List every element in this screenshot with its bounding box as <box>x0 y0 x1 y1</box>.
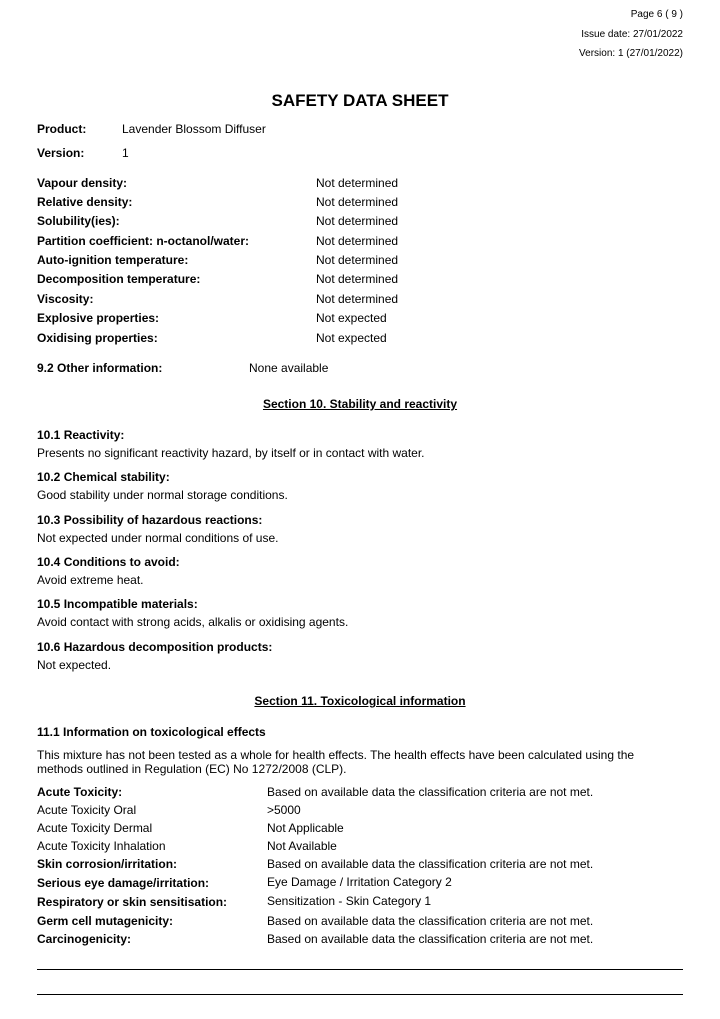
toxicity-value: >5000 <box>267 803 301 817</box>
toxicity-label: Skin corrosion/irritation: <box>37 857 178 871</box>
toxicity-label: Germ cell mutagenicity: <box>37 914 174 928</box>
property-label: Auto-ignition temperature: <box>37 253 189 267</box>
section-item-label: 10.4 Conditions to avoid: <box>37 555 180 569</box>
version-header: Version: 1 (27/01/2022) <box>579 48 683 59</box>
section-item-label: 10.6 Hazardous decomposition products: <box>37 640 273 654</box>
section-11-intro: This mixture has not been tested as a whole for health effects. The health effects have been calculated using the methods outlined in Regulation (EC) No 1272/2008 (CLP). <box>37 748 635 776</box>
toxicity-value: Sensitization - Skin Category 1 <box>267 894 432 908</box>
toxicity-label: Acute Toxicity Oral <box>37 803 137 817</box>
property-label: Viscosity: <box>37 292 94 306</box>
toxicity-value: Based on available data the classification criteria are not met. <box>267 785 594 799</box>
page-number: Page 6 ( 9 ) <box>630 9 683 20</box>
toxicity-value: Based on available data the classification criteria are not met. <box>267 857 594 871</box>
section-item-text: Not expected under normal conditions of use. <box>37 531 279 545</box>
product-value: Lavender Blossom Diffuser <box>122 122 266 136</box>
section-item-label: 10.3 Possibility of hazardous reactions: <box>37 513 263 527</box>
property-value: Not determined <box>316 176 399 190</box>
property-label: Oxidising properties: <box>37 331 158 345</box>
section-10-heading: Section 10. Stability and reactivity <box>262 397 458 411</box>
section-item-text: Presents no significant reactivity hazard, by itself or in contact with water. <box>37 446 425 460</box>
section-item-text: Avoid extreme heat. <box>37 573 144 587</box>
section-11-heading: Section 11. Toxicological information <box>254 694 466 708</box>
property-value: Not determined <box>316 195 399 209</box>
toxicity-label: Carcinogenicity: <box>37 932 132 946</box>
toxicity-label: Acute Toxicity: <box>37 785 123 799</box>
section-item-label: 10.1 Reactivity: <box>37 428 125 442</box>
property-label: Solubility(ies): <box>37 214 120 228</box>
toxicity-label: Serious eye damage/irritation: <box>37 876 210 890</box>
section-item-text: Good stability under normal storage conditions. <box>37 488 288 502</box>
property-label: Partition coefficient: n-octanol/water: <box>37 234 250 248</box>
property-value: Not determined <box>316 272 399 286</box>
footer-divider <box>37 994 683 995</box>
version-value: 1 <box>122 146 129 160</box>
toxicity-label: Acute Toxicity Inhalation <box>37 839 166 853</box>
other-info-value: None available <box>249 361 329 375</box>
property-value: Not determined <box>316 214 399 228</box>
property-value: Not expected <box>316 311 387 325</box>
footer-divider <box>37 969 683 970</box>
property-value: Not determined <box>316 253 399 267</box>
toxicity-label: Respiratory or skin sensitisation: <box>37 895 228 909</box>
property-label: Decomposition temperature: <box>37 272 201 286</box>
section-item-label: 10.2 Chemical stability: <box>37 470 170 484</box>
property-value: Not expected <box>316 331 387 345</box>
other-info-label: 9.2 Other information: <box>37 361 163 375</box>
document-title: SAFETY DATA SHEET <box>271 91 449 110</box>
section-item-text: Not expected. <box>37 658 112 672</box>
toxicity-label: Acute Toxicity Dermal <box>37 821 153 835</box>
version-label: Version: <box>37 146 85 160</box>
toxicity-value: Based on available data the classification criteria are not met. <box>267 932 594 946</box>
section-item-label: 10.5 Incompatible materials: <box>37 597 198 611</box>
toxicity-value: Based on available data the classification criteria are not met. <box>267 914 594 928</box>
toxicity-value: Not Available <box>267 839 337 853</box>
property-value: Not determined <box>316 234 399 248</box>
toxicity-value: Eye Damage / Irritation Category 2 <box>267 875 452 889</box>
product-label: Product: <box>37 122 87 136</box>
toxicity-value: Not Applicable <box>267 821 344 835</box>
section-11-subheading: 11.1 Information on toxicological effects <box>37 725 266 739</box>
property-label: Vapour density: <box>37 176 128 190</box>
issue-date: Issue date: 27/01/2022 <box>581 29 683 40</box>
property-label: Explosive properties: <box>37 311 160 325</box>
property-label: Relative density: <box>37 195 133 209</box>
section-item-text: Avoid contact with strong acids, alkalis or oxidising agents. <box>37 615 349 629</box>
property-value: Not determined <box>316 292 399 306</box>
